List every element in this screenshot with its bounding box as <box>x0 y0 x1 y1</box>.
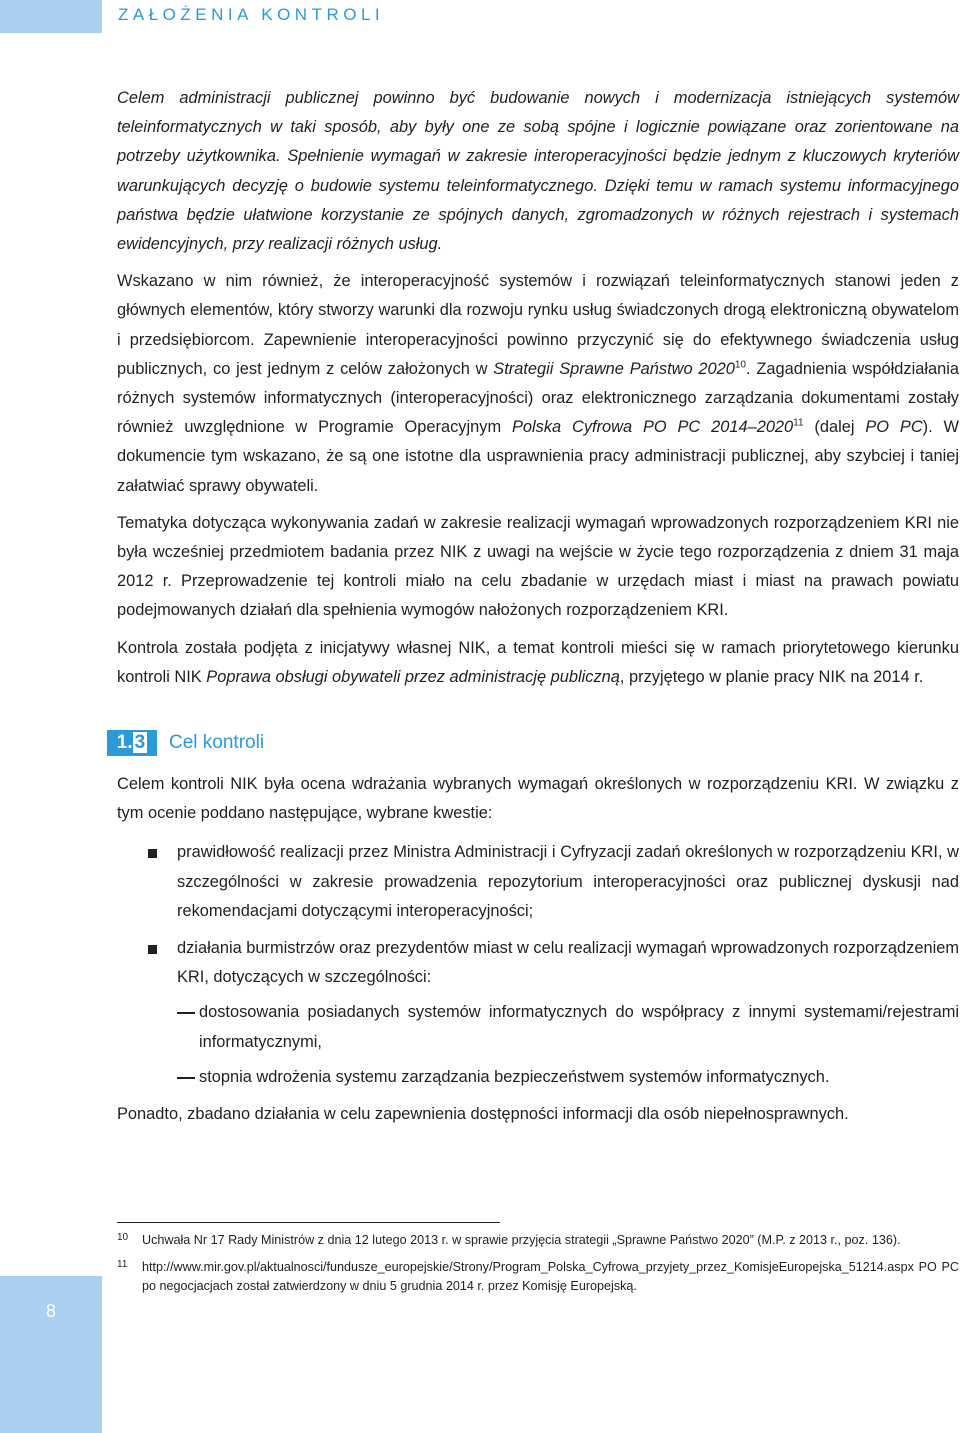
dash-bullet-icon <box>177 1012 195 1014</box>
main-content <box>117 84 959 1129</box>
list-item-text: działania burmistrzów oraz prezydentów miast w celu realizacji wymagań wprowadzonych rozporządzeniem KRI, dotyczących w szczególności: <box>177 939 959 987</box>
strategy-title: Strategii Sprawne Państwo 2020 <box>493 359 735 378</box>
list-item <box>117 934 959 1092</box>
page-number: 8 <box>45 1301 56 1321</box>
closing-paragraph: Ponadto, zbadano działania w celu zapewnienia dostępności informacji dla osób niepełnosprawnych. <box>117 1105 849 1124</box>
sub-list-item-text: stopnia wdrożenia systemu zarządzania bezpieczeństwem systemów informatycznych. <box>199 1067 830 1086</box>
sub-list <box>177 998 959 1092</box>
list-item-text: prawidłowość realizacji przez Ministra Administracji i Cyfryzacji zadań określonych w rozporządzeniu KRI, w szczególności w zakresie prowadzenia repozytorium interoperacyjności oraz publicznej dyskusji nad rekomendacjami dotyczącymi interoperacyjności; <box>177 843 959 920</box>
section-title: Cel kontroli <box>169 732 265 754</box>
sub-list-item <box>177 998 959 1056</box>
program-title: Polska Cyfrowa PO PC 2014–2020 <box>511 418 794 437</box>
goal-paragraph: Celem kontroli NIK była ocena wdrażania wybranych wymagań określonych w rozporządzeniu KRI. W związku z tym ocenie poddano następujące, wybrane kwestie: <box>117 775 959 823</box>
footnote-11 <box>117 1258 959 1296</box>
text-run: Kontrola została podjęta z inicjatywy własnej NIK, a temat kontroli mieści się w ramach priorytetowego kierunku kontroli NIK <box>117 638 959 686</box>
text-run: Wskazano w nim również, że interoperacyjność systemów i rozwiązań teleinformatycznych stanowi jeden z głównych elementów, który stworzy warunki dla rozwoju rynku usług świadczonych drogą elektroniczną obywatelom i przedsiębiorcom. Zapewnienie interoperacyjności powinno przyczynić się do efektywnego świadczenia usług publicznych, co jest jednym z celów założonych w <box>117 272 959 378</box>
section-number-sub: 3 <box>134 732 146 754</box>
dash-bullet-icon <box>177 1077 195 1079</box>
footnote-number: 10 <box>117 1232 129 1243</box>
interoperability-paragraph <box>117 267 959 501</box>
footnote-text[interactable]: http://www.mir.gov.pl/aktualnosci/fundusze_europejskie/Strony/Program_Polska_Cyfrowa_przyjety_przez_KomisjeEuropejska_51214.aspx PO PC po negocjacjach został zatwierdzony w dniu 5 grudnia 2014 r. przez Komisję Europejską. <box>142 1260 959 1293</box>
footnote-ref-11[interactable]: 11 <box>793 417 804 429</box>
square-bullet-icon <box>148 945 157 954</box>
priority-direction: Poprawa obsługi obywateli przez administrację publiczną <box>206 667 620 686</box>
topic-paragraph: Tematyka dotycząca wykonywania zadań w zakresie realizacji wymagań wprowadzonych rozporządzeniem KRI nie była wcześniej przedmiotem badania przez NIK z uwagi na wejście w życie tego rozporządzenia z dniem 31 maja 2012 r. Przeprowadzenie tej kontroli miało na celu zbadanie w urzędach miast i miast na prawach powiatu podejmowanych działań dla spełnienia wymogów nałożonych rozporządzeniem KRI. <box>117 513 959 620</box>
text-run: (dalej <box>803 418 866 437</box>
square-bullet-icon <box>148 849 157 858</box>
program-abbr: PO PC <box>865 418 923 437</box>
section-number <box>107 730 157 756</box>
footnote-divider <box>117 1222 500 1223</box>
text-run: . Zagadnienia współdziałania różnych systemów informatycznych (interoperacyjności) oraz elektronicznego zarządzania dokumentami zostały również uwzględnione w Programie Operacyjnym <box>117 359 959 437</box>
section-number-main: 1. <box>116 732 133 754</box>
sub-list-item <box>177 1063 959 1092</box>
list-item <box>117 838 959 926</box>
header-accent-bar <box>0 0 102 33</box>
running-header: ZAŁOŻENIA KONTROLI <box>118 5 385 24</box>
footnote-number: 11 <box>117 1259 128 1270</box>
initiative-paragraph <box>117 634 959 692</box>
text-run: ). W dokumencie tym wskazano, że są one istotne dla usprawnienia pracy administracji publicznej, aby szybciej i taniej załatwiać sprawy obywateli. <box>117 418 960 495</box>
text-run: , przyjętego w planie pracy NIK na 2014 r. <box>619 667 924 686</box>
sub-list-item-text: dostosowania posiadanych systemów informatycznych do współpracy z innymi systemami/rejestrami informatycznymi, <box>199 1003 959 1051</box>
intro-paragraph: Celem administracji publicznej powinno być budowanie nowych i modernizacja istniejących systemów teleinformatycznych w taki sposób, aby były one ze sobą spójne i logicznie powiązane oraz zorientowane na potrzeby użytkownika. Spełnienie wymagań w zakresie interoperacyjności będzie jednym z kluczowych kryteriów warunkujących decyzję o budowie systemu teleinformatycznego. Dzięki temu w ramach systemu informacyjnego państwa będzie ułatwione korzystanie ze spójnych danych, zgromadzonych w różnych rejestrach i systemach ewidencyjnych, przy realizacji różnych usług. <box>117 89 959 254</box>
footnote-10 <box>117 1231 959 1250</box>
goal-list <box>117 838 959 1092</box>
footnote-ref-10[interactable]: 10 <box>734 359 746 371</box>
footnotes <box>117 1222 959 1296</box>
page-number-block <box>0 1276 102 1433</box>
section-heading <box>117 730 959 760</box>
footnote-text: Uchwała Nr 17 Rady Ministrów z dnia 12 lutego 2013 r. w sprawie przyjęcia strategii „Sprawne Państwo 2020” (M.P. z 2013 r., poz. 136). <box>142 1233 901 1247</box>
